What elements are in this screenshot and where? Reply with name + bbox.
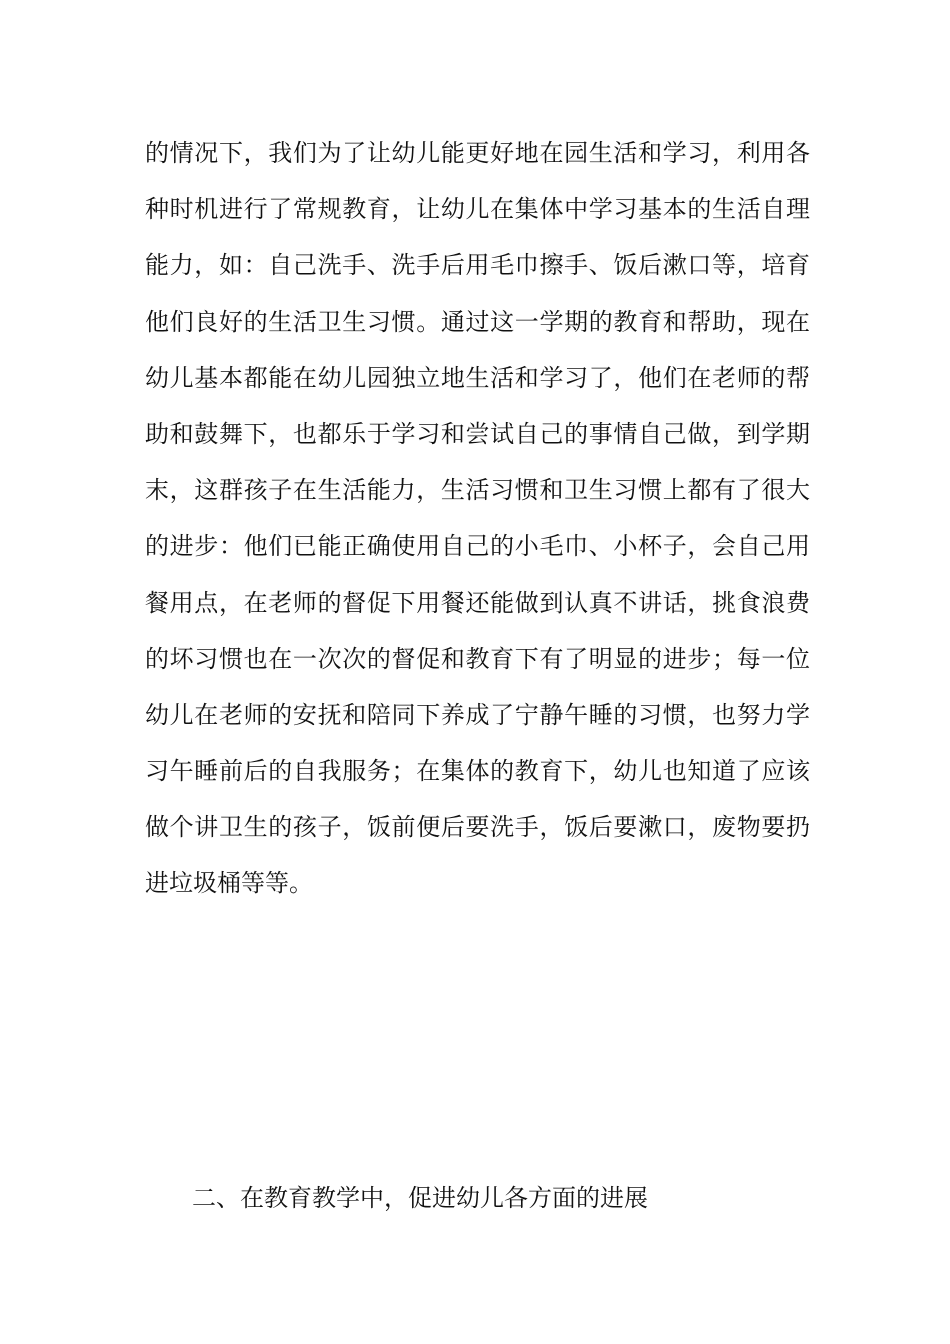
paragraph-line: 末，这群孩子在生活能力，生活习惯和卫生习惯上都有了很大 — [145, 476, 810, 505]
paragraph-line: 助和鼓舞下，也都乐于学习和尝试自己的事情自己做，到学期 — [145, 419, 810, 448]
paragraph-line: 种时机进行了常规教育，让幼儿在集体中学习基本的生活自理 — [145, 195, 810, 224]
body-paragraph — [145, 125, 810, 912]
paragraph-line: 的进步：他们已能正确使用自己的小毛巾、小杯子，会自己用 — [145, 532, 810, 561]
paragraph-line: 能力，如：自己洗手、洗手后用毛巾擦手、饭后漱口等，培育 — [145, 251, 810, 280]
paragraph-line: 进垃圾桶等等。 — [145, 869, 313, 898]
section-heading: 二、在教育教学中，促进幼儿各方面的进展 — [192, 1184, 648, 1212]
paragraph-line: 的坏习惯也在一次次的督促和教育下有了明显的进步；每一位 — [145, 644, 810, 673]
paragraph-line: 他们良好的生活卫生习惯。通过这一学期的教育和帮助，现在 — [145, 307, 810, 336]
paragraph-line: 习午睡前后的自我服务；在集体的教育下，幼儿也知道了应该 — [145, 757, 810, 786]
paragraph-line: 幼儿在老师的安抚和陪同下养成了宁静午睡的习惯，也努力学 — [145, 700, 810, 729]
paragraph-line: 做个讲卫生的孩子，饭前便后要洗手，饭后要漱口，废物要扔 — [145, 813, 810, 842]
paragraph-line: 餐用点，在老师的督促下用餐还能做到认真不讲话，挑食浪费 — [145, 588, 810, 617]
paragraph-line: 幼儿基本都能在幼儿园独立地生活和学习了，他们在老师的帮 — [145, 363, 810, 392]
paragraph-line: 的情况下，我们为了让幼儿能更好地在园生活和学习，利用各 — [145, 139, 810, 167]
